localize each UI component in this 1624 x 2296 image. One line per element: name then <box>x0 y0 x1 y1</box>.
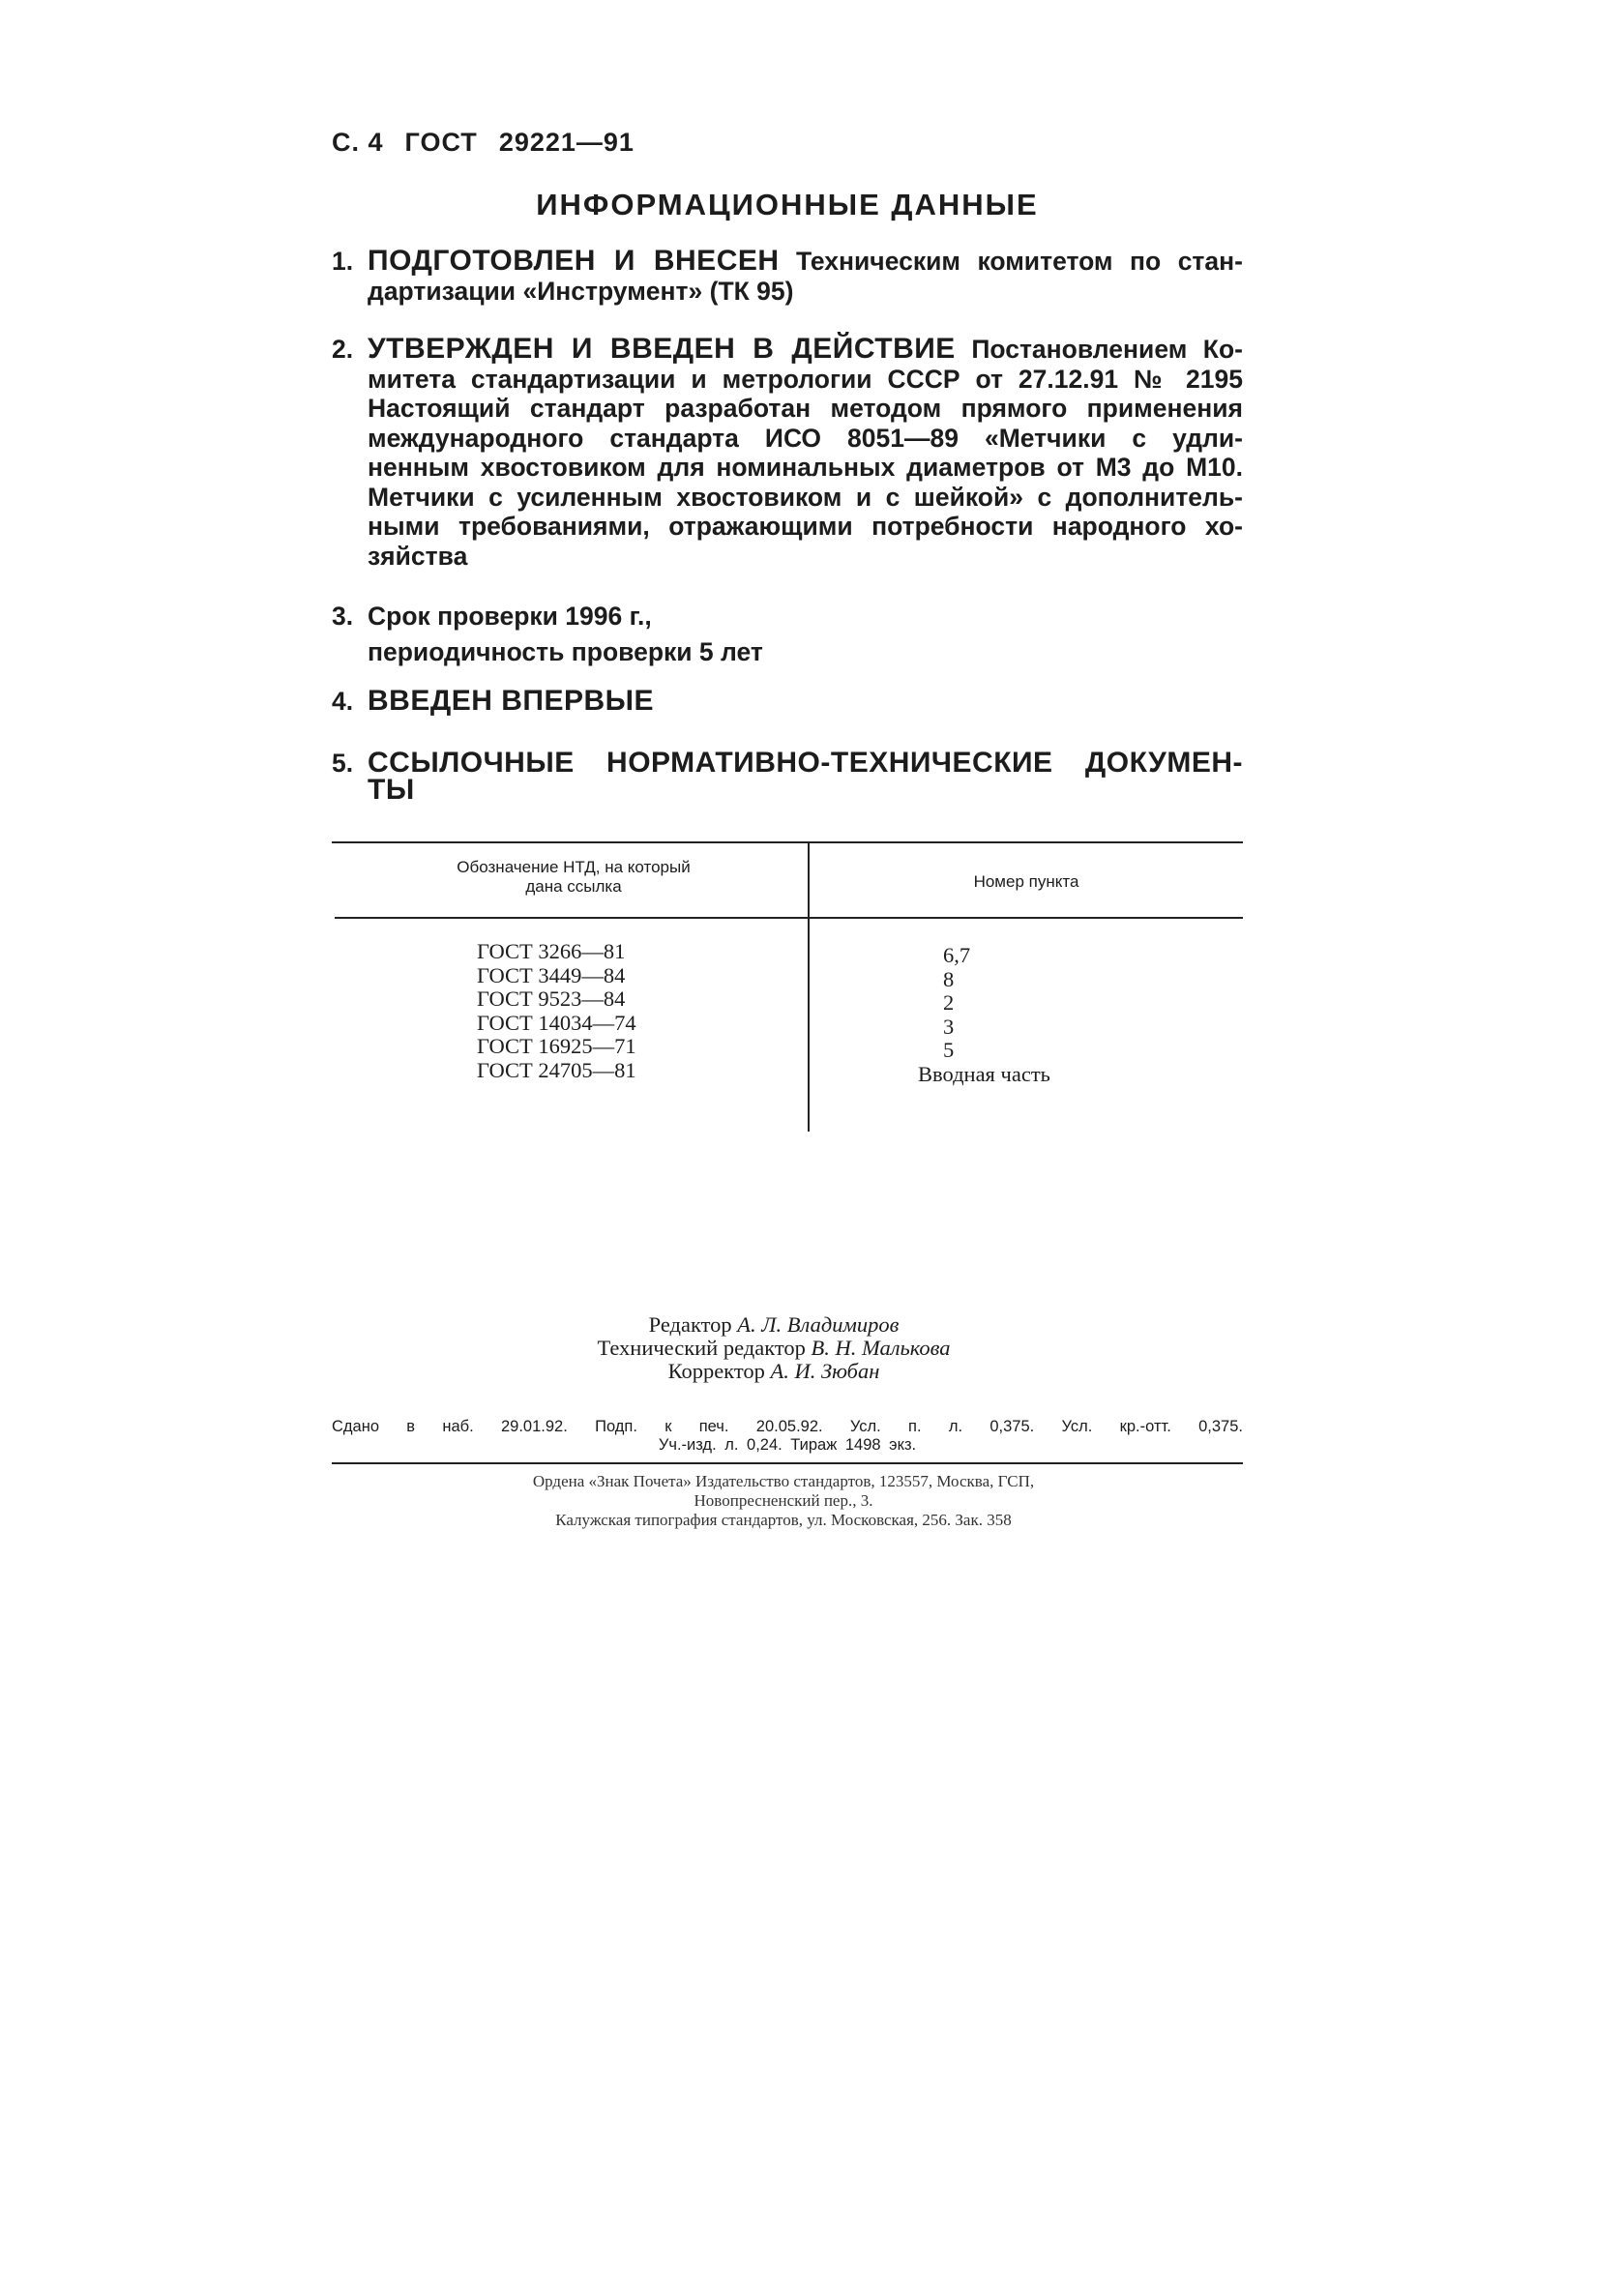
table-cell-clause: 2 <box>943 990 955 1015</box>
credit-role: Редактор <box>648 1312 732 1337</box>
item-line: зяйства <box>368 541 468 571</box>
header-gost: ГОСТ <box>404 128 478 157</box>
table-cell-clause: 3 <box>943 1014 955 1039</box>
item-line: Постановлением Ко- <box>971 335 1243 364</box>
print-details-line: Уч.-изд. л. 0,24. Тираж 1498 экз. <box>658 1436 917 1454</box>
item-line: ССЫЛОЧНЫЕ НОРМАТИВНО-ТЕХНИЧЕСКИЕ ДОКУМЕН- <box>368 747 1243 779</box>
header-line: дана ссылка <box>525 877 622 896</box>
table-top-rule <box>332 841 1243 843</box>
credit-name: А. И. Зюбан <box>770 1359 880 1383</box>
table-cell-doc: ГОСТ 16925—71 <box>477 1034 636 1058</box>
table-cell-doc: ГОСТ 24705—81 <box>477 1057 636 1082</box>
table-header-rule <box>335 917 1243 919</box>
credit-editor <box>542 1313 1006 1337</box>
publisher-info <box>406 1472 1161 1530</box>
item-line: Настоящий стандарт разработан методом прямого применения <box>368 394 1243 423</box>
item-line: ТЫ <box>368 774 415 806</box>
publisher-line: Новопресненский пер., 3. <box>694 1491 873 1510</box>
table-cell-doc: ГОСТ 3449—84 <box>477 962 626 987</box>
page-header <box>332 128 656 158</box>
info-item-5 <box>332 747 1243 806</box>
info-item-4 <box>332 687 1243 717</box>
item-number: 3. <box>332 602 354 631</box>
credit-corrector <box>542 1360 1006 1383</box>
item-lead: УТВЕРЖДЕН И ВВЕДЕН В ДЕЙСТВИЕ <box>368 333 956 365</box>
table-cell-doc: ГОСТ 9523—84 <box>477 986 626 1011</box>
item-line: дартизации «Инструмент» (ТК 95) <box>368 276 794 306</box>
item-number: 1. <box>332 247 354 276</box>
table-cell-clause: 6,7 <box>943 943 971 967</box>
table-cell-clause: Вводная часть <box>918 1061 1050 1086</box>
credit-role: Технический редактор <box>597 1336 806 1360</box>
header-line: Обозначение НТД, на который <box>457 858 691 876</box>
item-line: ными требованиями, отражающими потребности народного хо- <box>368 512 1243 541</box>
credit-name: А. Л. Владимиров <box>737 1312 900 1337</box>
credit-tech-editor <box>542 1337 1006 1360</box>
credit-role: Корректор <box>667 1359 765 1383</box>
item-number: 4. <box>332 687 354 716</box>
publisher-line: Ордена «Знак Почета» Издательство стандартов, 123557, Москва, ГСП, <box>532 1472 1035 1490</box>
table-column-clauses <box>918 943 1050 1086</box>
table-header-clause: Номер пункта <box>973 872 1079 891</box>
info-item-3 <box>332 602 1243 666</box>
page-title: ИНФОРМАЦИОННЫЕ ДАННЫЕ <box>536 188 1039 221</box>
reference-table <box>332 841 1243 1132</box>
item-line: Техническим комитетом по стан- <box>796 247 1243 276</box>
item-line: Срок проверки 1996 г., <box>368 602 652 631</box>
table-header-document <box>370 858 777 897</box>
table-cell-doc: ГОСТ 3266—81 <box>477 939 626 963</box>
item-line: международного стандарта ИСО 8051—89 «Метчики с удли- <box>368 423 1243 453</box>
table-cell-doc: ГОСТ 14034—74 <box>477 1010 636 1035</box>
info-item-2 <box>332 335 1243 571</box>
imprint-rule <box>332 1462 1243 1464</box>
info-item-1 <box>332 247 1243 306</box>
item-number: 2. <box>332 335 354 364</box>
item-number: 5. <box>332 749 354 778</box>
item-line: ненным хвостовиком для номинальных диаметров от М3 до М10. <box>368 453 1243 482</box>
item-line: периодичность проверки 5 лет <box>368 636 763 666</box>
page-number: С. 4 <box>332 128 384 157</box>
item-line: Метчики с усиленным хвостовиком и с шейкой» с дополнитель- <box>368 482 1243 512</box>
item-lead: ВВЕДЕН ВПЕРВЫЕ <box>368 685 655 717</box>
table-cell-clause: 8 <box>943 966 955 991</box>
print-details <box>332 1418 1243 1455</box>
table-column-documents <box>477 940 636 1082</box>
item-line: митета стандартизации и метрологии СССР от 27.12.91 № 2195 <box>368 364 1243 394</box>
credit-name: В. Н. Малькова <box>811 1336 951 1360</box>
table-cell-clause: 5 <box>943 1038 955 1062</box>
credits <box>542 1313 1006 1383</box>
printer-line: Калужская типография стандартов, ул. Московская, 256. Зак. 358 <box>555 1511 1012 1529</box>
print-details-line: Сдано в наб. 29.01.92. Подп. к печ. 20.05.92. Усл. п. л. 0,375. Усл. кр.-отт. 0,375. <box>332 1418 1243 1435</box>
item-lead: ПОДГОТОВЛЕН И ВНЕСЕН <box>368 245 780 277</box>
standard-number: 29221—91 <box>498 128 635 157</box>
